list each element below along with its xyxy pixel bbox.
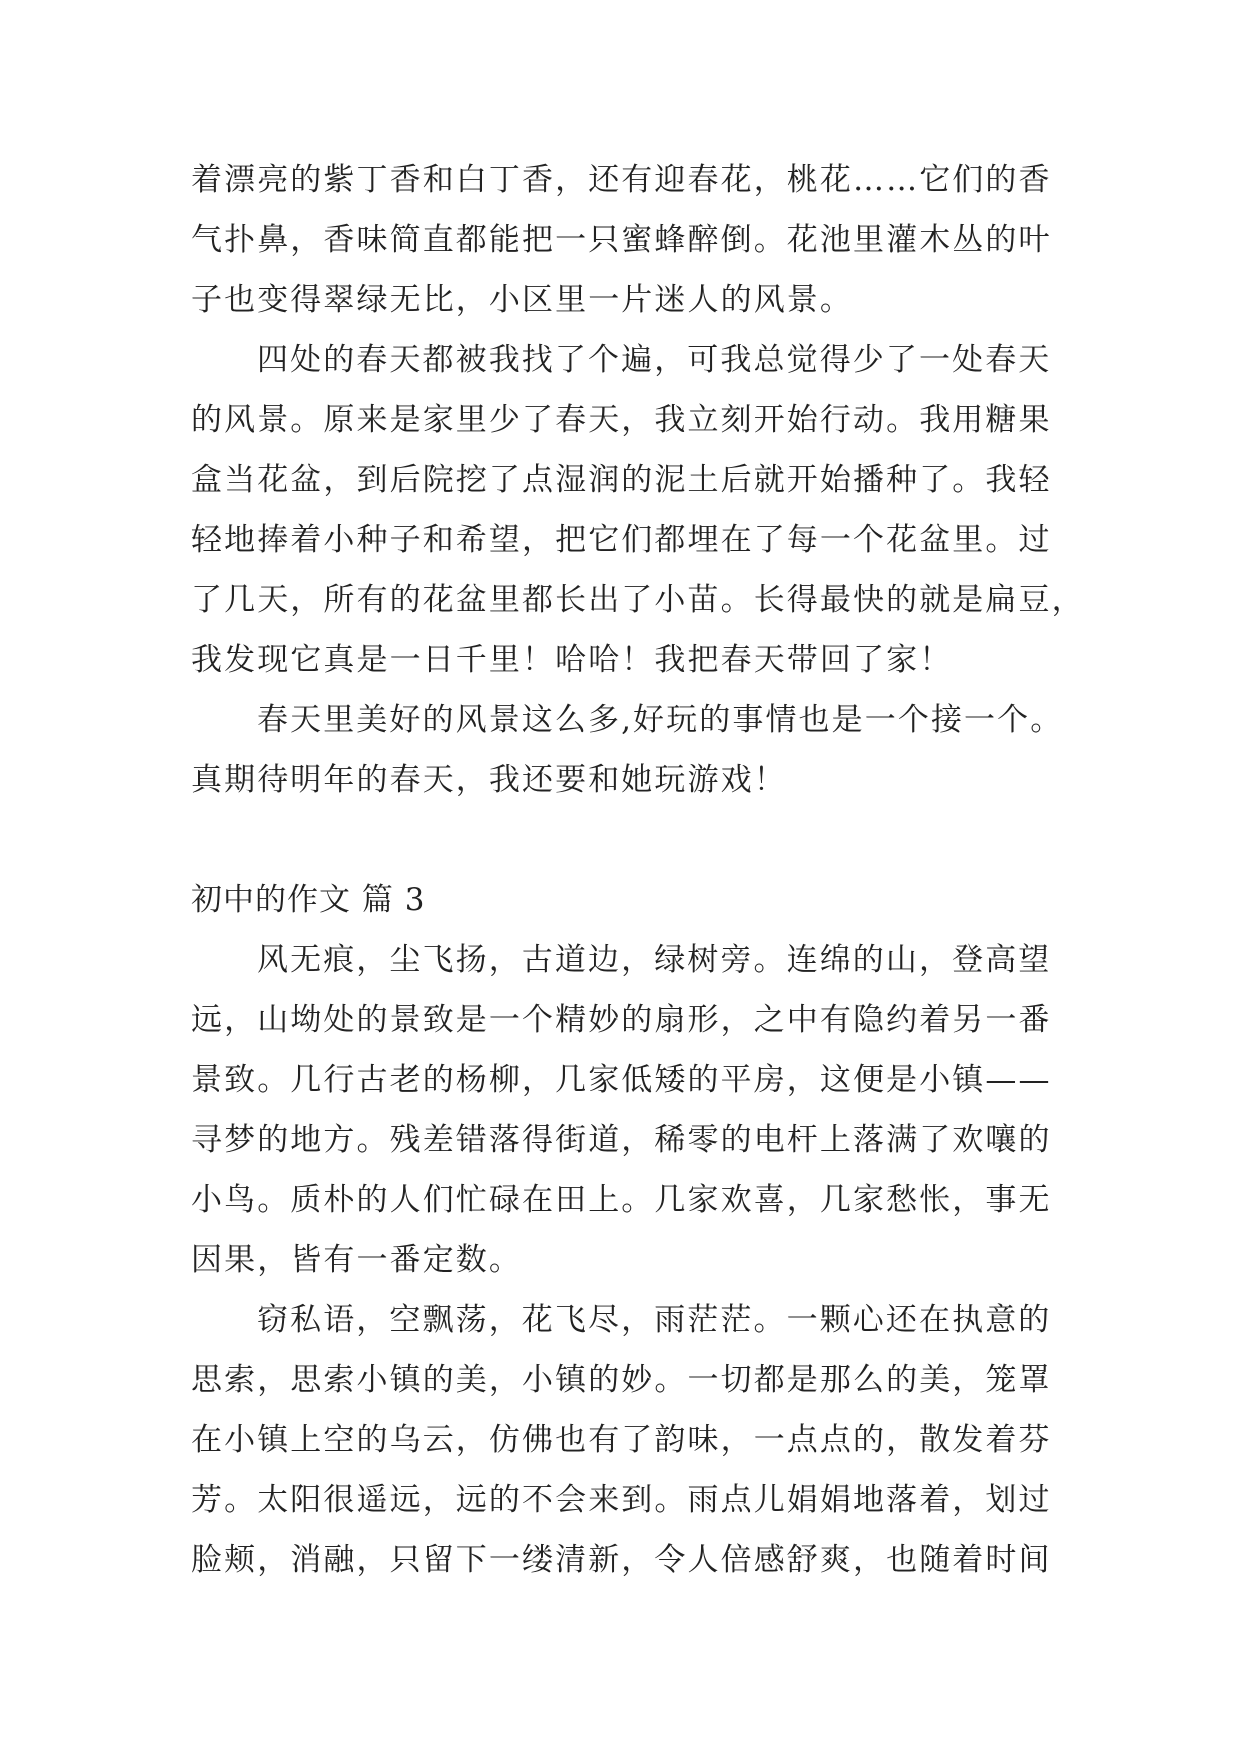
text-line: 气扑鼻，香味简直都能把一只蜜蜂醉倒。花池里灌木丛的叶 (191, 222, 1052, 258)
paragraph (191, 150, 1051, 330)
text-line: 轻地捧着小种子和希望，把它们都埋在了每一个花盆里。过 (191, 522, 1052, 558)
text-line: 景致。几行古老的杨柳，几家低矮的平房，这便是小镇—— (191, 1062, 1052, 1098)
text-line: 脸颊，消融，只留下一缕清新，令人倍感舒爽，也随着时间 (191, 1542, 1052, 1578)
text-line: 四处的春天都被我找了个遍，可我总觉得少了一处春天 (257, 342, 1052, 378)
text-line: 因果，皆有一番定数。 (191, 1242, 522, 1278)
text-line: 着漂亮的紫丁香和白丁香，还有迎春花，桃花……它们的香 (191, 162, 1052, 198)
paragraph (191, 690, 1064, 810)
text-line: 盒当花盆，到后院挖了点湿润的泥土后就开始播种了。我轻 (191, 462, 1052, 498)
text-line: 子也变得翠绿无比，小区里一片迷人的风景。 (191, 282, 853, 318)
text-line: 了几天，所有的花盆里都长出了小苗。长得最快的就是扁豆， (191, 582, 1085, 618)
paragraph (191, 930, 1051, 1290)
text-line: 窃私语，空飘荡，花飞尽，雨茫茫。一颗心还在执意的 (257, 1302, 1052, 1338)
text-line: 远，山坳处的景致是一个精妙的扇形，之中有隐约着另一番 (191, 1002, 1052, 1038)
text-line: 寻梦的地方。残差错落得街道，稀零的电杆上落满了欢嚷的 (191, 1122, 1052, 1158)
text-line: 我发现它真是一日千里！哈哈！我把春天带回了家！ (191, 642, 953, 678)
section-spacer (191, 810, 1051, 870)
text-line: 小鸟。质朴的人们忙碌在田上。几家欢喜，几家愁怅，事无 (191, 1182, 1052, 1218)
text-line: 芳。太阳很遥远，远的不会来到。雨点儿娟娟地落着，划过 (191, 1482, 1052, 1518)
text-line: 在小镇上空的乌云，仿佛也有了韵味，一点点的，散发着芬 (191, 1422, 1052, 1458)
paragraph (191, 1290, 1051, 1590)
text-line: 思索，思索小镇的美，小镇的妙。一切都是那么的美，笼罩 (191, 1362, 1052, 1398)
paragraph (191, 330, 1085, 690)
text-line: 真期待明年的春天，我还要和她玩游戏！ (191, 762, 787, 798)
text-line: 风无痕，尘飞扬，古道边，绿树旁。连绵的山，登高望 (257, 942, 1052, 978)
text-line: 的风景。原来是家里少了春天，我立刻开始行动。我用糖果 (191, 402, 1052, 438)
document-body (191, 150, 1085, 1590)
text-line: 春天里美好的风景这么多,好玩的事情也是一个接一个。 (257, 702, 1064, 738)
section-heading: 初中的作文 篇 3 (191, 882, 426, 918)
